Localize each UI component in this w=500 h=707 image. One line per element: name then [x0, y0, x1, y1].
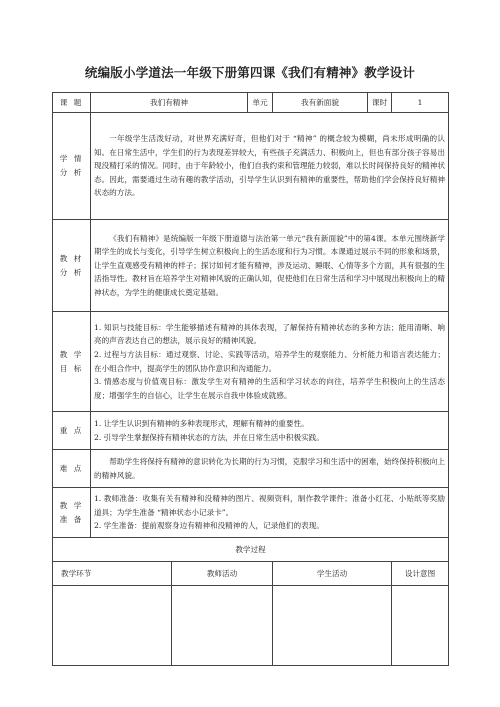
- preparation-item-2: 2. 学生准备：提前观察身边有精神和没精神的人，记录他们的表现。: [94, 521, 324, 531]
- preparation-label: [53, 488, 91, 538]
- lesson-plan-table: [52, 92, 449, 666]
- process-columns-row: [53, 562, 449, 586]
- difficulties-row: [53, 450, 449, 488]
- key-point-item-1: 1. 让学生认识到有精神的多种表现形式，理解有精神的重要性。: [94, 418, 309, 428]
- textbook-analysis-label: [53, 220, 91, 312]
- process-header-row: [53, 538, 449, 562]
- topic-row: [53, 93, 449, 113]
- unit-label: 单元: [248, 93, 273, 113]
- process-header: 教学过程: [53, 538, 449, 562]
- student-analysis-paragraph: 一年级学生活泼好动，对世界充满好奇，但他们对于 “精神” 的概念较为模糊，尚未形成明确的认知。在日常生活中，学生们的行为表现差异较大，有些孩子充满活力、积极向上，但也有部分孩子容易出现没精打采的情况。同时，由于年龄较小，他们自我约束和管理能力较弱，难以长时间保持良好的精神状态。因此，需要通过生动有趣的教学活动，引导学生认识到有精神的重要性，帮助他们学会保持良好精神状态的方法。: [94, 134, 445, 198]
- key-points-label: 重 点: [53, 412, 91, 450]
- difficulties-paragraph: 帮助学生将保持有精神的意识转化为长期的行为习惯，克服学习和生活中的困难，始终保持积极向上的精神风貌。: [94, 456, 445, 480]
- difficulties-text: [91, 450, 449, 488]
- process-empty-cell-4: [392, 586, 449, 666]
- key-point-item-2: 2. 引导学生掌握保持有精神状态的方法，并在日常生活中积极实践。: [94, 432, 324, 442]
- objective-item-3: 3. 情感态度与价值观目标：激发学生对有精神的生活和学习状态的向往，培养学生积极向上的生活态度；增强学生的自信心，让学生在展示自我中体验成就感。: [94, 377, 445, 400]
- hours-value: 1: [392, 93, 449, 113]
- textbook-analysis-row: [53, 220, 449, 312]
- key-points-row: [53, 412, 449, 450]
- objectives-row: [53, 312, 449, 412]
- objectives-label: [53, 312, 91, 412]
- document-title: 统编版小学道法一年级下册第四课《我们有精神》教学设计: [84, 65, 416, 80]
- preparation-text: [91, 488, 449, 538]
- unit-value: 我有新面貌: [273, 93, 368, 113]
- objective-item-2: 2. 过程与方法目标：通过观察、讨论、实践等活动，培养学生的观察能力、分析能力和语言表达能力；在小组合作中，提高学生的团队协作意识和沟通能力。: [94, 349, 445, 373]
- student-analysis-label: [53, 113, 91, 220]
- student-analysis-label-line2: 分 析: [59, 168, 84, 177]
- objective-item-1: 1. 知识与技能目标：学生能够描述有精神的具体表现，了解保持有精神状态的多种方法；能用清晰、响亮的声音表达自己的想法，展示良好的精神风貌。: [94, 322, 445, 346]
- process-col-stage: 教学环节: [53, 562, 172, 586]
- student-analysis-text: [91, 113, 449, 220]
- preparation-item-1: 1. 教师准备：收集有关有精神和没精神的图片、视频资料，制作教学课件；准备小红花、小贴纸等奖励道具；为学生准备 “精神状态小记录卡”。: [94, 494, 445, 517]
- process-empty-row: [53, 586, 449, 666]
- difficulties-label: 难 点: [53, 450, 91, 488]
- textbook-analysis-paragraph: 《我们有精神》是统编版一年级下册道德与法治第一单元“我有新面貌”中的第4课。本单元围绕新学期学生的成长与变化，引导学生树立积极向上的生活态度和行为习惯。本课通过展示不同的形象和场景，让学生直观感受有精神的样子；探讨如何才能有精神，涉及运动、睡眠、心情等多个方面，具有很强的生活指导性。教材旨在培养学生对精神风貌的正确认知，促使他们在日常生活和学习中展现出积极向上的精神状态，为学生的健康成长奠定基础。: [94, 233, 445, 297]
- student-analysis-label-line1: 学 情: [59, 154, 84, 164]
- process-col-student: 学生活动: [273, 562, 392, 586]
- topic-value: 我们有精神: [91, 93, 248, 113]
- topic-label: 课 题: [53, 93, 91, 113]
- objectives-text: [91, 312, 449, 412]
- process-col-intent: 设计意图: [392, 562, 449, 586]
- process-empty-cell-2: [172, 586, 273, 666]
- hours-label: 课时: [368, 93, 392, 113]
- student-analysis-row: [53, 113, 449, 220]
- preparation-row: [53, 488, 449, 538]
- textbook-analysis-label-line2: 分 析: [59, 267, 84, 277]
- preparation-label-line1: 教 学: [59, 500, 84, 510]
- objectives-label-line2: 目 标: [59, 363, 84, 373]
- preparation-label-line2: 准 备: [59, 514, 84, 524]
- textbook-analysis-label-line1: 教 材: [59, 253, 84, 263]
- process-empty-cell-1: [53, 586, 172, 666]
- textbook-analysis-text: [91, 220, 449, 312]
- process-col-teacher: 教师活动: [172, 562, 273, 586]
- key-points-text: [91, 412, 449, 450]
- objectives-label-line1: 教 学: [59, 349, 84, 359]
- process-empty-cell-3: [273, 586, 392, 666]
